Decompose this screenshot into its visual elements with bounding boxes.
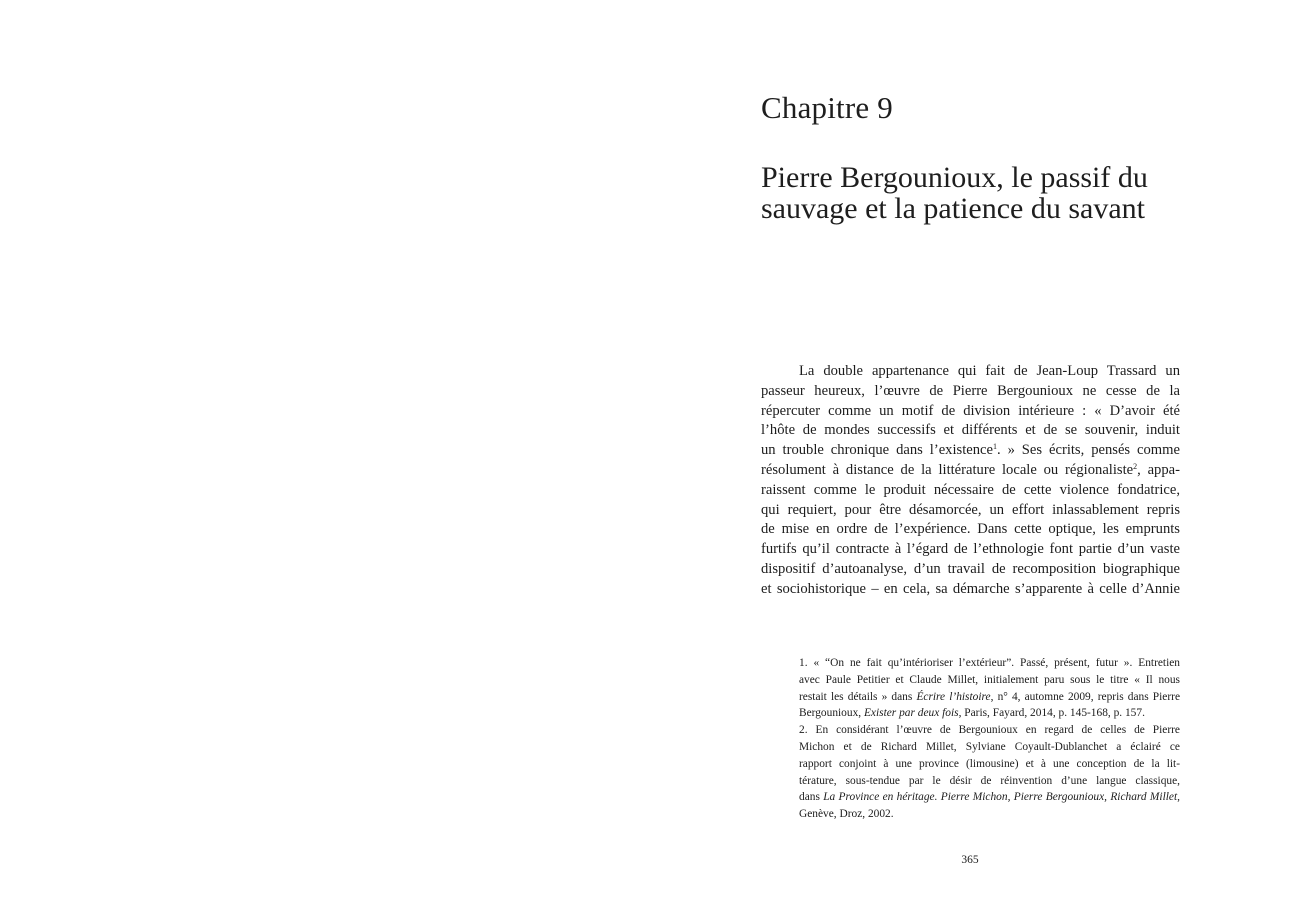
footnote-2-line: Michon et de Richard Millet, Sylviane Coyault-Dublanchet a éclairé ce <box>799 740 1180 753</box>
footnote-text: , <box>1177 791 1180 804</box>
footnote-2-line: térature, sous-tendue par le désir de réinvention d’une langue classique, <box>799 774 1180 787</box>
page-number: 365 <box>961 854 979 866</box>
chapter-title-line: sauvage et la patience du savant <box>761 192 1145 225</box>
body-line: qui requiert, pour être désamorcée, un effort inlassablement repris <box>761 501 1180 518</box>
body-line-part: résolument à distance de la littérature locale ou régionaliste <box>761 461 1134 478</box>
body-line: passeur heureux, l’œuvre de Pierre Bergounioux ne cesse de la <box>761 382 1180 399</box>
body-line: furtifs qu’il contracte à l’égard de l’ethnologie font partie d’un vaste <box>761 541 1180 558</box>
body-line: dispositif d’autoanalyse, d’un travail de recomposition biographique <box>761 560 1180 577</box>
body-line: raissent comme le produit nécessaire de cette violence fondatrice, <box>761 481 1180 498</box>
footnote-title-italic: Exister par deux fois <box>863 707 959 720</box>
body-line-part: , appa- <box>1137 461 1180 478</box>
body-line: La double appartenance qui fait de Jean-Loup Trassard un <box>799 363 1180 379</box>
footnote-ref-1[interactable]: 1 <box>992 442 997 452</box>
footnote-1-line <box>799 705 1180 722</box>
footnote-text: Bergounioux, <box>799 707 864 720</box>
body-line: l’hôte de mondes successifs et différents et de se souvenir, induit <box>761 422 1180 439</box>
footnote-2-line: rapport conjoint à une province (limousine) et à une conception de la lit- <box>799 757 1180 770</box>
footnote-2-line <box>799 789 1180 806</box>
footnote-1-line <box>799 689 1180 706</box>
footnote-1-line: 1. « “On ne fait qu’intérioriser l’extérieur”. Passé, présent, futur ». Entretien <box>799 657 1180 669</box>
footnote-2-line: 2. En considérant l’œuvre de Bergounioux en regard de celles de Pierre <box>799 724 1180 737</box>
body-line <box>761 461 1180 481</box>
chapter-label: Chapitre 9 <box>761 90 893 125</box>
footnote-title-italic: Écrire l’histoire <box>916 690 991 703</box>
footnote-1-line: avec Paule Petitier et Claude Millet, initialement paru sous le titre « Il nous <box>799 673 1180 686</box>
body-line-part: un trouble chronique dans l’existence <box>761 442 993 459</box>
chapter-title-line: Pierre Bergounioux, le passif du <box>761 161 1148 194</box>
footnote-text: restait les détails » dans <box>799 690 917 703</box>
body-line-part: . » Ses écrits, pensés comme <box>996 442 1180 459</box>
footnotes <box>799 655 1180 823</box>
footnote-text: , n° 4, automne 2009, repris dans Pierre <box>990 690 1180 703</box>
footnote-ref-2[interactable]: 2 <box>1133 461 1138 471</box>
footnote-title-italic: La Province en héritage. Pierre Michon, Pierre Bergounioux, Richard Millet <box>823 791 1178 804</box>
footnote-2-line: Genève, Droz, 2002. <box>799 808 894 821</box>
body-line: de mise en ordre de l’expérience. Dans cette optique, les emprunts <box>761 521 1180 538</box>
body-line: répercuter comme un motif de division intérieure : « D’avoir été <box>761 402 1180 419</box>
footnote-text: , Paris, Fayard, 2014, p. 145-168, p. 157. <box>958 707 1145 720</box>
footnote-text: dans <box>799 791 824 804</box>
body-line <box>761 441 1180 461</box>
body-line: et sociohistorique – en cela, sa démarche s’apparente à celle d’Annie <box>761 580 1180 597</box>
body-paragraph <box>761 362 1180 600</box>
chapter-title <box>761 162 1201 224</box>
